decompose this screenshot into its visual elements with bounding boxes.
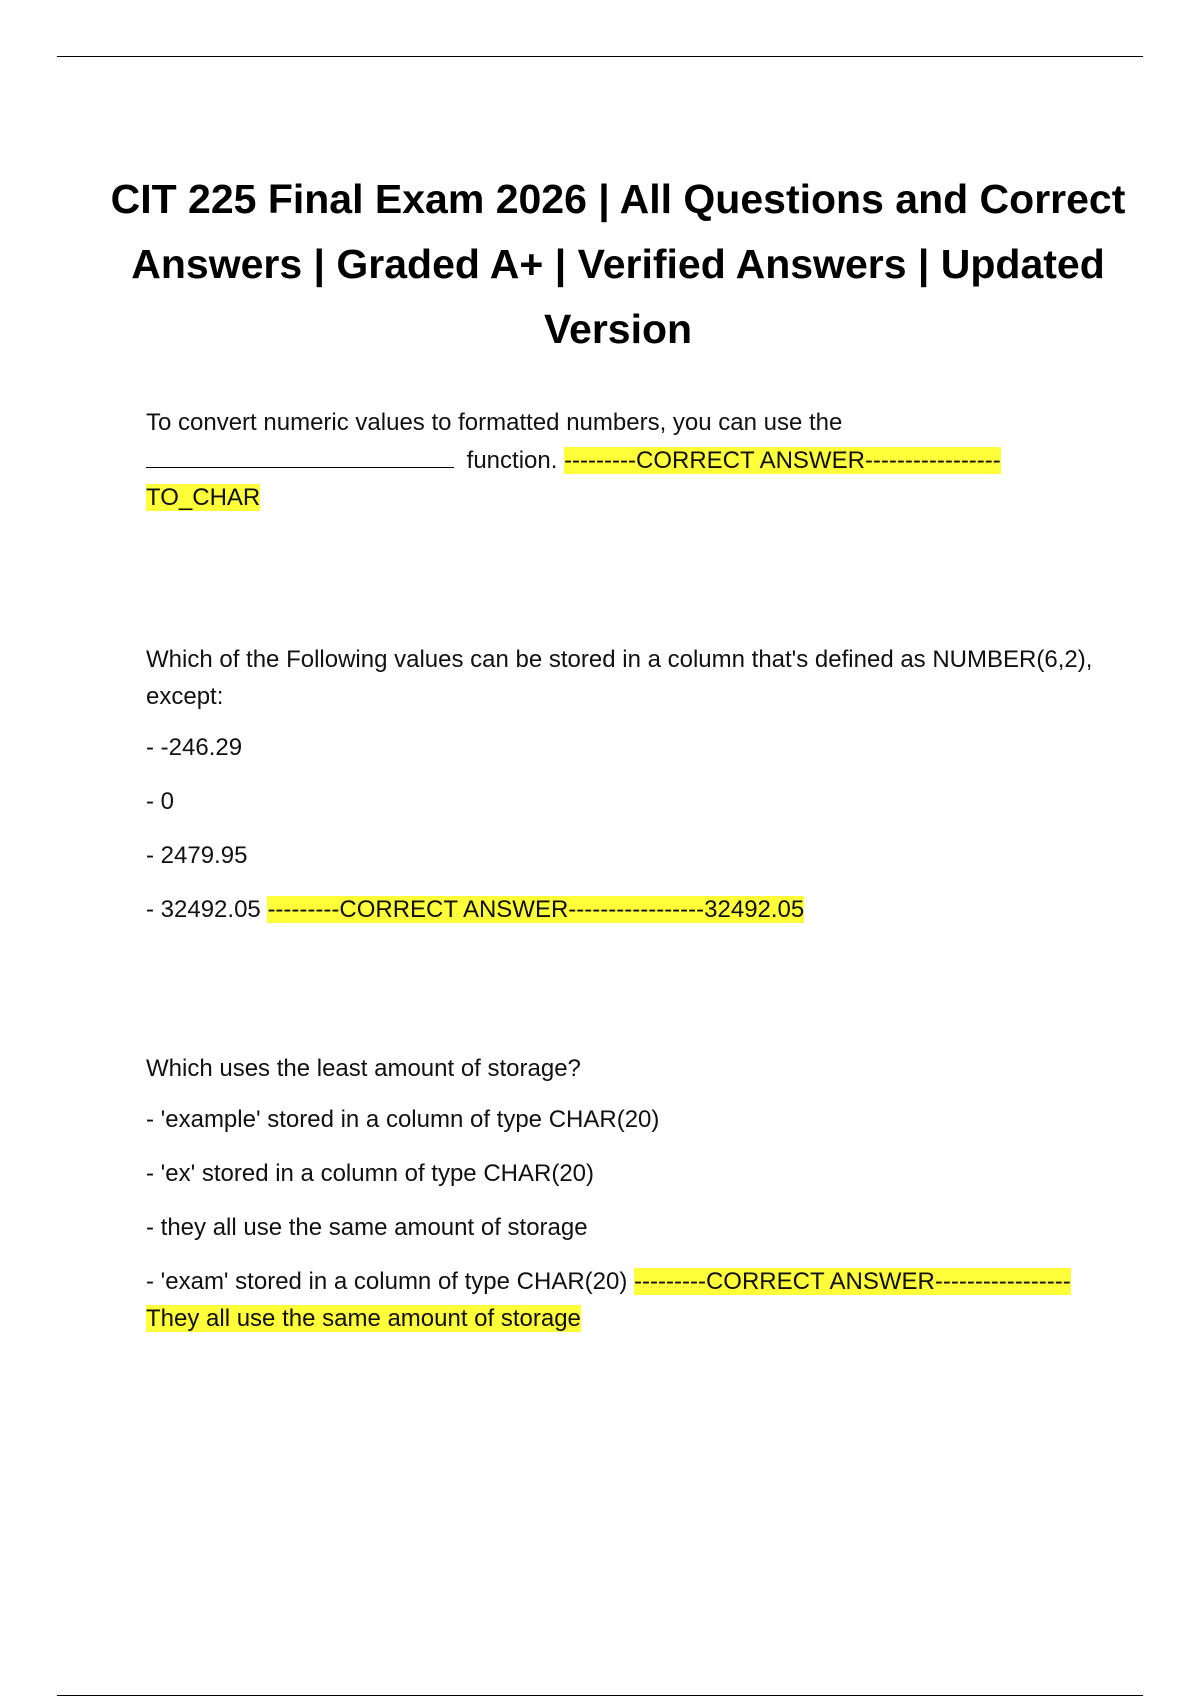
question-1-prompt-tail: function.	[460, 447, 565, 474]
question-2-option: - 2479.95	[146, 842, 248, 869]
question-3-option: - 'ex' stored in a column of type CHAR(20)	[146, 1160, 595, 1187]
question-2-answer: ---------CORRECT ANSWER-----------------32492.05	[267, 896, 805, 923]
question-2-option-text: - 32492.05	[146, 896, 268, 923]
question-3-prompt: Which uses the least amount of storage?	[146, 1055, 581, 1082]
question-2-prompt: Which of the Following values can be stored in a column that's defined as NUMBER(6,2), except:	[146, 646, 1093, 710]
document-title: CIT 225 Final Exam 2026 | All Questions and Correct Answers | Graded A+ | Verified Answers | Updated Version	[110, 176, 1126, 353]
answer-blank	[146, 441, 454, 468]
question-1	[146, 404, 1096, 516]
bottom-rule	[57, 1695, 1143, 1696]
question-3-answer: ---------CORRECT ANSWER-----------------They all use the same amount of storage	[146, 1268, 1071, 1332]
question-2	[146, 641, 1096, 928]
question-3-option-last	[146, 1263, 1096, 1337]
question-2-option: - -246.29	[146, 734, 243, 761]
question-3-option-text: - 'exam' stored in a column of type CHAR(20)	[146, 1268, 635, 1295]
question-1-answer: ---------CORRECT ANSWER-----------------TO_CHAR	[146, 447, 1001, 511]
top-rule	[57, 56, 1143, 57]
question-3-option: - they all use the same amount of storage	[146, 1214, 588, 1241]
question-2-option-last	[146, 891, 1096, 928]
question-1-prompt	[146, 404, 1096, 516]
question-1-prompt-text: To convert numeric values to formatted numbers, you can use the	[146, 409, 843, 436]
question-2-option: - 0	[146, 788, 175, 815]
question-3	[146, 1050, 1096, 1337]
question-3-option: - 'example' stored in a column of type CHAR(20)	[146, 1106, 660, 1133]
